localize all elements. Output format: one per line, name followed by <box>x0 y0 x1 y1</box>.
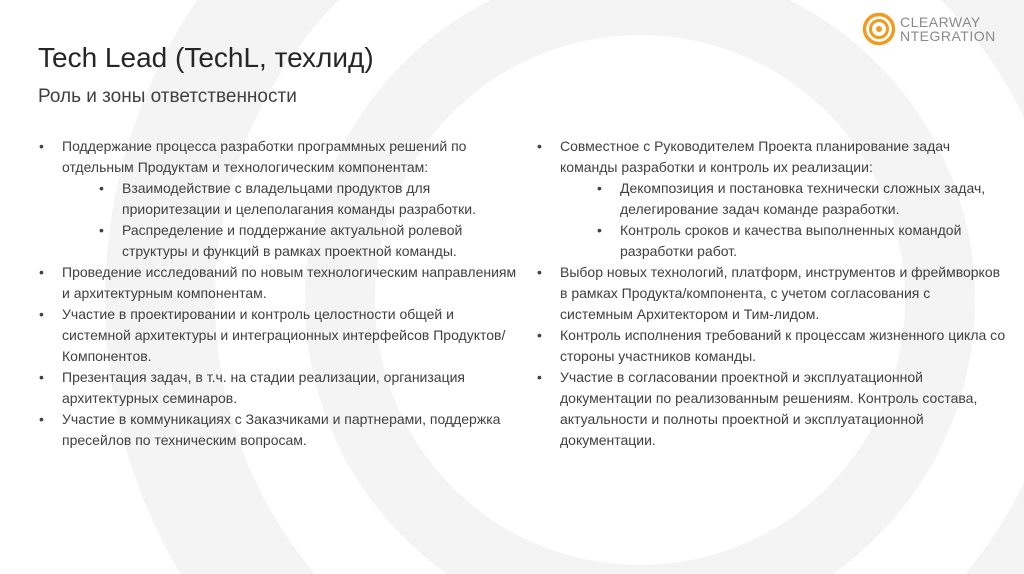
list-item <box>38 136 518 262</box>
logo-line-2: NTEGRATION <box>900 28 996 44</box>
list-item: • Проведение исследований по новым технологическим направлениям и архитектурным компонентам. <box>38 262 518 304</box>
left-column <box>38 136 518 451</box>
list-item: • Презентация задач, в т.ч. на стадии реализации, организация архитектурных семинаров. <box>38 367 518 409</box>
slide-title: Tech Lead (TechL, техлид) <box>38 42 374 73</box>
list-item: • Участие в коммуникациях с Заказчиками и партнерами, поддержка пресейлов по техническим вопросам. <box>38 409 518 451</box>
right-bullet-list <box>536 136 1006 451</box>
left-bullet-list <box>38 136 518 451</box>
sub-list-item: • Контроль сроков и качества выполненных командой разработки работ. <box>560 220 1006 262</box>
logo-line-1: CLEARWAY <box>900 14 981 30</box>
list-item: • Контроль исполнения требований к процессам жизненного цикла со стороны участников команды. <box>536 325 1006 367</box>
list-item-text: Совместное с Руководителем Проекта планирование задач команды разработки и контроль их реализации: <box>560 138 951 175</box>
logo-wordmark <box>900 15 996 43</box>
sub-list-item: • Взаимодействие с владельцами продуктов для приоритезации и целеполагания команды разработки. <box>62 178 518 220</box>
list-item-text: Поддержание процесса разработки программных решений по отдельным Продуктам и технологическим компонентам: <box>62 138 467 175</box>
sub-list-item: • Декомпозиция и постановка технически сложных задач, делегирование задач команде разработки. <box>560 178 1006 220</box>
sub-list <box>62 178 518 262</box>
list-item <box>536 136 1006 262</box>
sub-list-item: • Распределение и поддержание актуальной ролевой структуры и функций в рамках проектной команды. <box>62 220 518 262</box>
right-column <box>536 136 1006 451</box>
list-item: • Участие в согласовании проектной и эксплуатационной документации по реализованным решениям. Контроль состава, актуальности и полноты проектной и эксплуатационной документации. <box>536 367 1006 451</box>
slide-subtitle: Роль и зоны ответственности <box>38 86 297 107</box>
sub-list <box>560 178 1006 262</box>
list-item: • Участие в проектировании и контроль целостности общей и системной архитектуры и интеграционных интерфейсов Продуктов/Компонентов. <box>38 304 518 367</box>
list-item: • Выбор новых технологий, платформ, инструментов и фреймворков в рамках Продукта/компонента, с учетом согласования с системным Архитектором и Тим-лидом. <box>536 262 1006 325</box>
clearway-logo <box>862 12 996 46</box>
logo-rings-icon <box>862 12 896 46</box>
